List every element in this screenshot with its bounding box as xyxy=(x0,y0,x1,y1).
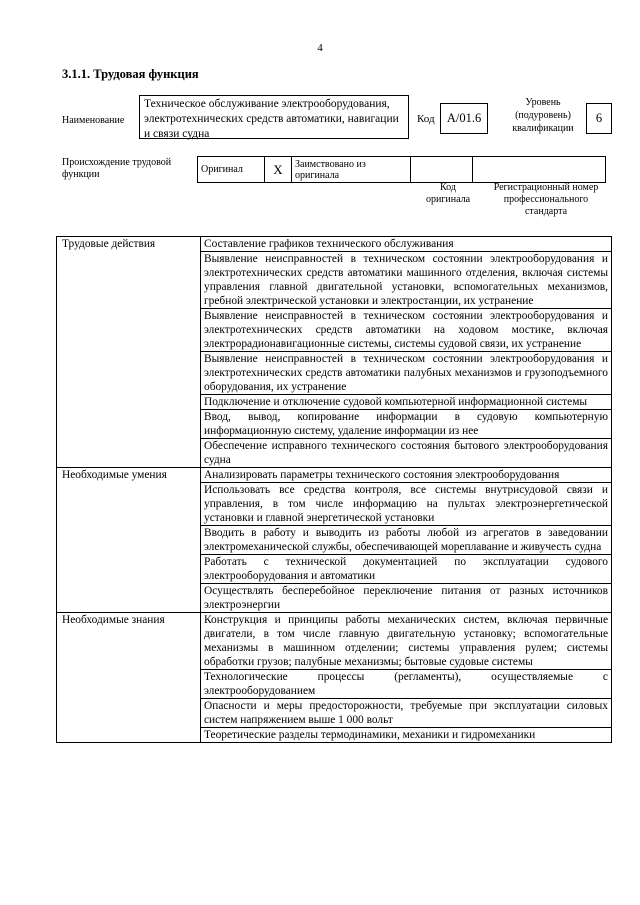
caption-original-code: Код оригинала xyxy=(425,182,471,205)
reg-number-cell xyxy=(473,157,606,183)
section-item: Опасности и меры предосторожности, требуемые при эксплуатации силовых систем напряжением выше 1 000 вольт xyxy=(201,699,612,728)
level-value: 6 xyxy=(586,103,612,134)
borrowed-label: Заимствовано из оригинала xyxy=(292,157,411,183)
section-item: Выявление неисправностей в техническом состоянии электрооборудования и электротехнических средств автоматики машинного отделения, включая системы управления главной двигательной установки, вспомогательных механизмов, гребной электрической установки и электростанции, их устранение xyxy=(201,252,612,309)
table-row xyxy=(57,237,612,252)
section-item: Выявление неисправностей в техническом состоянии электрооборудования и электротехнических средств автоматики палубных механизмов и грузоподъемного оборудования, их устранение xyxy=(201,352,612,395)
section-item: Технологические процессы (регламенты), осуществляемые с электрооборудованием xyxy=(201,670,612,699)
section-item: Выявление неисправностей в техническом состоянии электрооборудования и электротехнических средств автоматики на ходовом мостике, включая электрорадионавигационные системы, системы судовой связи, их устранение xyxy=(201,309,612,352)
page-number: 4 xyxy=(317,42,323,54)
table-row xyxy=(57,468,612,483)
name-value: Техническое обслуживание электрооборудования, электротехнических средств автоматики, навигации и связи судна xyxy=(139,95,409,139)
table-row xyxy=(57,613,612,670)
section-item: Конструкция и принципы работы механических систем, включая первичные двигатели, в том числе главную двигательную установку; вспомогательные механизмы в машинном отделении; системы управления рулем; системы обработки грузов; палубные механизмы; бытовые судовые системы xyxy=(201,613,612,670)
section-heading: Необходимые знания xyxy=(57,613,201,743)
original-code-cell xyxy=(411,157,473,183)
section-title: 3.1.1. Трудовая функция xyxy=(62,67,199,81)
section-item: Составление графиков технического обслуживания xyxy=(201,237,612,252)
section-heading: Необходимые умения xyxy=(57,468,201,613)
section-item: Теоретические разделы термодинамики, механики и гидромеханики xyxy=(201,728,612,743)
name-label: Наименование xyxy=(62,115,125,126)
section-item: Использовать все средства контроля, все системы внутрисудовой связи и управления, в том числе информацию на пультах электроэнергетической установки и главной энергетической установки xyxy=(201,483,612,526)
original-mark: X xyxy=(265,157,292,183)
section-item: Осуществлять бесперебойное переключение питания от разных источников электроэнергии xyxy=(201,584,612,613)
section-item: Вводить в работу и выводить из работы любой из агрегатов в заведовании электромеханической службы, обеспечивающей мореплавание и живучесть судна xyxy=(201,526,612,555)
section-item: Анализировать параметры технического состояния электрооборудования xyxy=(201,468,612,483)
section-item: Ввод, вывод, копирование информации в судовую компьютерную информационную систему, удаление информации из нее xyxy=(201,410,612,439)
section-item: Подключение и отключение судовой компьютерной информационной системы xyxy=(201,395,612,410)
origin-table xyxy=(197,156,606,183)
section-item: Обеспечение исправного технического состояния бытового электрооборудования судна xyxy=(201,439,612,468)
caption-reg-number: Регистрационный номер профессионального стандарта xyxy=(493,182,599,217)
section-item: Работать с технической документацией по эксплуатации судового электрооборудования и автоматики xyxy=(201,555,612,584)
origin-label: Происхождение трудовой функции xyxy=(62,157,172,180)
function-table xyxy=(56,236,612,743)
code-value: A/01.6 xyxy=(440,103,488,134)
level-label: Уровень (подуровень) квалификации xyxy=(512,97,574,134)
code-label: Код xyxy=(417,113,435,125)
original-label: Оригинал xyxy=(198,157,265,183)
section-heading: Трудовые действия xyxy=(57,237,201,468)
